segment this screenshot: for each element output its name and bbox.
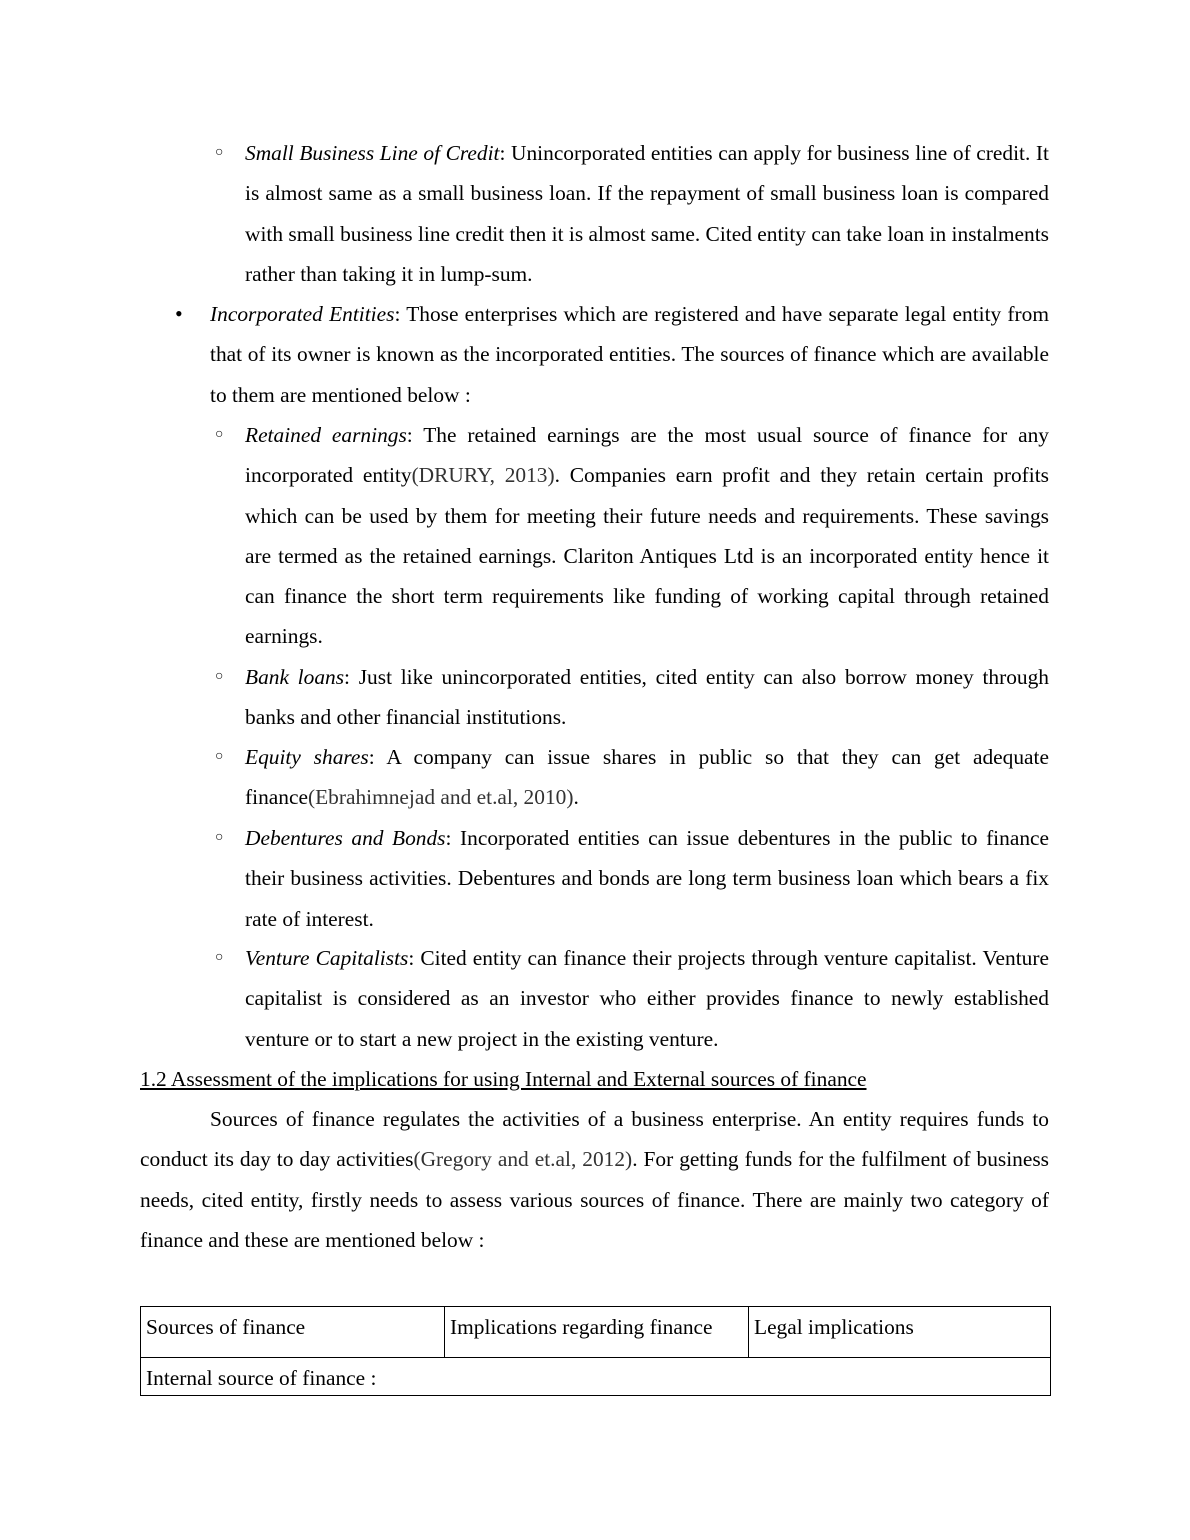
list-item-venture-capitalists xyxy=(245,938,1049,1059)
section-paragraph xyxy=(140,1099,1049,1260)
term-retained-earnings: Retained earnings xyxy=(245,423,407,447)
desc-retained-earnings-a: : The retained earnings are the most usual source of finance for any incorporated entity xyxy=(245,423,1049,488)
list-item-incorporated-entities xyxy=(210,294,1049,415)
finance-sources-table xyxy=(140,1306,1051,1396)
term-line-of-credit: Small Business Line of Credit xyxy=(245,141,500,165)
citation-gregory: (Gregory and et.al, 2012) xyxy=(413,1147,633,1172)
header-legal-implications: Legal implications xyxy=(749,1307,1051,1358)
desc-equity-shares-b: . xyxy=(573,785,579,810)
table-header-row xyxy=(141,1307,1051,1358)
desc-retained-earnings-b: . Companies earn profit and they retain certain profits which can be used by them for meeting their future needs and requirements. These savings are termed as the retained earnings. Clariton Antiques Ltd is an incorporated entity hence it can finance the short term requirements like funding of working capital through retained earnings. xyxy=(245,463,1049,649)
term-equity-shares: Equity shares xyxy=(245,745,369,769)
circle-bullet-icon: ○ xyxy=(215,427,224,442)
section-paragraph-a: Sources of finance regulates the activities of a business enterprise. An entity requires funds to conduct its day to day activities xyxy=(140,1107,1049,1172)
section-paragraph-b: . For getting funds for the fulfilment of business needs, cited entity, firstly needs to assess various sources of finance. There are mainly two category of finance and these are mentioned below : xyxy=(140,1147,1049,1252)
term-debentures-bonds: Debentures and Bonds xyxy=(245,826,446,850)
circle-bullet-icon: ○ xyxy=(215,669,224,684)
citation-drury: (DRURY, 2013) xyxy=(411,463,555,488)
term-incorporated-entities: Incorporated Entities xyxy=(210,302,395,326)
desc-equity-shares-a: : A company can issue shares in public so that they can get adequate finance xyxy=(245,745,1049,810)
desc-venture-capitalists: : Cited entity can finance their projects through venture capitalist. Venture capitalist is considered as an investor who either provides finance to newly established venture or to start a new project in the existing venture. xyxy=(245,946,1049,1051)
list-item-bank-loans xyxy=(245,657,1049,738)
circle-bullet-icon: ○ xyxy=(215,830,224,845)
list-item-equity-shares xyxy=(245,737,1049,818)
circle-bullet-icon: ○ xyxy=(215,749,224,764)
list-item-line-of-credit xyxy=(245,133,1049,294)
circle-bullet-icon: ○ xyxy=(215,950,224,965)
desc-line-of-credit: : Unincorporated entities can apply for business line of credit. It is almost same as a small business loan. If the repayment of small business loan is compared with small business line credit then it is almost same. Cited entity can take loan in instalments rather than taking it in lump-sum. xyxy=(245,141,1049,286)
desc-incorporated-entities: : Those enterprises which are registered and have separate legal entity from that of its owner is known as the incorporated entities. The sources of finance which are available to them are mentioned below : xyxy=(210,302,1050,407)
citation-ebrahimnejad: (Ebrahimnejad and et.al, 2010) xyxy=(307,785,574,810)
section-heading: 1.2 Assessment of the implications for using Internal and External sources of finance xyxy=(140,1067,867,1091)
term-venture-capitalists: Venture Capitalists xyxy=(245,946,409,970)
term-bank-loans: Bank loans xyxy=(245,665,345,689)
row-internal-source: Internal source of finance : xyxy=(141,1358,1051,1396)
desc-bank-loans: : Just like unincorporated entities, cited entity can also borrow money through banks and other financial institutions. xyxy=(245,665,1049,730)
circle-bullet-icon: ○ xyxy=(215,145,224,160)
disc-bullet-icon: • xyxy=(175,301,183,326)
header-implications-finance: Implications regarding finance xyxy=(445,1307,749,1358)
table-row xyxy=(141,1358,1051,1396)
list-item-retained-earnings xyxy=(245,415,1049,657)
header-sources-of-finance: Sources of finance xyxy=(141,1307,445,1358)
desc-debentures-bonds: : Incorporated entities can issue debentures in the public to finance their business activities. Debentures and bonds are long term business loan which bears a fix rate of interest. xyxy=(245,826,1050,931)
list-item-debentures-bonds xyxy=(245,818,1049,939)
